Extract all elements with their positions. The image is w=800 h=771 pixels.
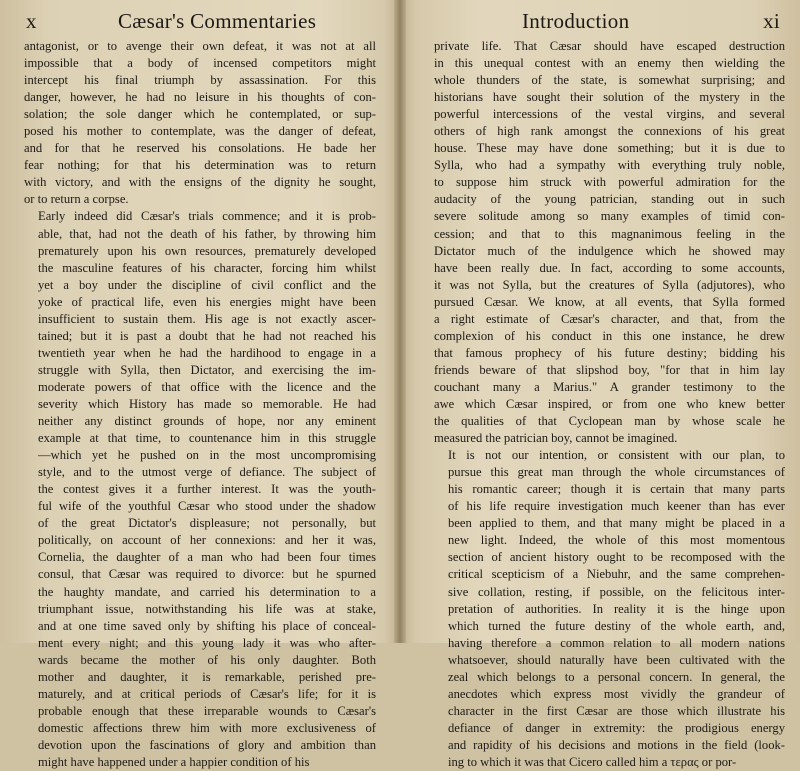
text-line: politically, on account of her connexions: and her it was, bbox=[38, 533, 376, 548]
text-line: in this unequal contest with an enemy then wielding the bbox=[434, 56, 785, 71]
text-line: ment every night; and this young lady it was who after- bbox=[38, 635, 376, 650]
text-line: antagonist, or to avenge their own defeat, it was not at all bbox=[24, 39, 376, 53]
text-line: yoke of practical life, even his energies might have been bbox=[38, 294, 376, 309]
text-line: have been really due. In fact, according to some accounts, bbox=[434, 260, 785, 275]
text-line: maturely, and at critical periods of Cæsar's life; for it is bbox=[38, 686, 376, 701]
left-page-number: x bbox=[26, 9, 37, 33]
text-line: tained; but it is past a doubt that he had not reached his bbox=[38, 328, 376, 343]
text-line: ful wife of the youthful Cæsar who stood under the shadow bbox=[38, 499, 376, 514]
text-line: Sylla, who had a sympathy with everything truly noble, bbox=[434, 158, 785, 173]
text-line: triumphant issue, notwithstanding his life was at stake, bbox=[38, 601, 376, 616]
text-line: house. These may have done something; but it is due to bbox=[434, 141, 785, 156]
text-line: neither any distinct grounds of hope, nor any eminent bbox=[38, 414, 376, 429]
text-line: prematurely upon his own resources, prematurely developed bbox=[38, 243, 376, 258]
text-line: friends beware of that slipshod boy, "for that in him lay bbox=[434, 362, 785, 377]
text-line: pursue this great man through the whole circumstances of bbox=[448, 465, 785, 480]
text-line: and at one time saved only by shifting his place of conceal- bbox=[38, 618, 376, 633]
text-line: pretation of authorities. In reality it is the hinge upon bbox=[448, 601, 785, 616]
paragraph bbox=[24, 208, 376, 771]
text-line: section of ancient history ought to be recomposed with the bbox=[448, 550, 785, 565]
right-page bbox=[404, 0, 800, 769]
text-line: or to return a corpse. bbox=[24, 192, 129, 207]
text-line: it was not Sylla, but the creatures of Sylla (adjutores), who bbox=[434, 277, 785, 292]
text-line: the contest gives it a further interest. It was the youth- bbox=[38, 482, 376, 497]
paragraph bbox=[24, 38, 376, 208]
left-page bbox=[0, 0, 396, 769]
text-line: fear nothing; for that his determination was to return bbox=[24, 158, 376, 173]
text-line: and rapidity of his decisions and motions in the field (look- bbox=[448, 737, 785, 752]
text-line: historians have sought their solution of the mystery in the bbox=[434, 90, 785, 105]
text-line: the masculine features of his character, forcing him whilst bbox=[38, 260, 376, 275]
text-line: powerful intercessions of the vestal virgins, and several bbox=[434, 107, 785, 122]
text-line: measured the patrician boy, cannot be imagined. bbox=[434, 431, 678, 446]
left-running-head bbox=[0, 6, 396, 36]
text-line: domestic affections threw him with more exclusiveness of bbox=[38, 720, 376, 735]
text-line: zeal which belongs to a personal concern. In general, the bbox=[448, 669, 785, 684]
text-line: pursued Cæsar. We know, at all events, that Sylla formed bbox=[434, 294, 785, 309]
text-line: wards became the mother of his only daughter. Both bbox=[38, 652, 376, 667]
right-page-number: xi bbox=[763, 9, 780, 33]
text-line: severity which History has made so memorable. He had bbox=[38, 396, 376, 411]
text-line: others of high rank amongst the connexions of his great bbox=[434, 124, 785, 139]
text-line: of his life require investigation much keener than has ever bbox=[448, 499, 785, 514]
text-line: Early indeed did Cæsar's trials commence; and it is prob- bbox=[38, 209, 376, 224]
paragraph bbox=[434, 447, 785, 771]
text-line: the qualities of that Cyclopean man by whose scale he bbox=[434, 414, 785, 429]
text-line: and for that he reserved his consolations. He bade her bbox=[24, 141, 376, 156]
right-running-head bbox=[404, 6, 800, 36]
right-header-title: Introduction bbox=[522, 9, 630, 33]
text-line: style, and to the utmost verge of defiance. The subject of bbox=[38, 465, 376, 480]
text-line: impossible that a body of incensed competitors might bbox=[24, 56, 376, 71]
text-line: —which yet he pushed on in the most uncompromising bbox=[38, 448, 376, 463]
text-line: anecdotes which express most vividly the grandeur of bbox=[448, 686, 785, 701]
text-line: private life. That Cæsar should have escaped destruction bbox=[434, 39, 785, 53]
text-line: been applied to them, and that many might be placed in a bbox=[448, 516, 785, 531]
text-line: character in the first Cæsar are those which illustrate his bbox=[448, 703, 785, 718]
text-line: to suppose him struck with powerful admiration for the bbox=[434, 175, 785, 190]
text-line: defiance of danger in extremity: the prodigious energy bbox=[448, 720, 785, 735]
right-body-text bbox=[434, 38, 785, 771]
text-line: intercept his final triumph by assassination. For this bbox=[24, 73, 376, 88]
text-line: awe which Cæsar inspired, or from one who knew better bbox=[434, 396, 785, 411]
text-line: danger, however, he had no leisure in his thoughts of con- bbox=[24, 90, 376, 105]
text-line: sive collation, resting, if possible, on the felicitous inter- bbox=[448, 584, 785, 599]
text-line: moderate powers of that office with the licence and the bbox=[38, 379, 376, 394]
left-body-text bbox=[24, 38, 376, 771]
text-line: consul, that Cæsar was required to divorce: but he spurned bbox=[38, 567, 376, 582]
left-header-title: Cæsar's Commentaries bbox=[118, 9, 317, 33]
text-line: example at that time, to countenance him in this struggle bbox=[38, 431, 376, 446]
text-line: complexion of his conduct in this one instance, he drew bbox=[434, 328, 785, 343]
text-line: new light. Indeed, the whole of this most momentous bbox=[448, 533, 785, 548]
text-line: Cornelia, the daughter of a man who had been four times bbox=[38, 550, 376, 565]
text-line: that famous prophecy of his future destiny; bidding his bbox=[434, 345, 785, 360]
text-line: of the great Dictator's displeasure; not personally, but bbox=[38, 516, 376, 531]
text-line: the haughty mandate, and carried his determination to a bbox=[38, 584, 376, 599]
text-line: ing to which it was that Cicero called him a τερας or por- bbox=[448, 754, 737, 769]
text-line: couchant many a Marius." A grander testimony to the bbox=[434, 379, 785, 394]
text-line: having therefore a common relation to all modern nations bbox=[448, 635, 785, 650]
text-line: struggle with Sylla, then Dictator, and exercising the im- bbox=[38, 362, 376, 377]
text-line: might have happened under a happier condition of his bbox=[38, 754, 310, 769]
text-line: whatsoever, should naturally have been cultivated with the bbox=[448, 652, 785, 667]
text-line: critical scepticism of a Niebuhr, and the same comprehen- bbox=[448, 567, 785, 582]
text-line: solation; the sole danger which he contemplated, or sup- bbox=[24, 107, 376, 122]
text-line: twentieth year when he had the hardihood to engage in a bbox=[38, 345, 376, 360]
text-line: cession; and that to this magnanimous feeling in the bbox=[434, 226, 785, 241]
text-line: audacity of the young patrician, standing out in such bbox=[434, 192, 785, 207]
paragraph bbox=[434, 38, 785, 447]
text-line: probable enough that these irreparable wounds to Cæsar's bbox=[38, 703, 376, 718]
text-line: his romantic career; though it is certain that many parts bbox=[448, 482, 785, 497]
text-line: yet a boy under the discipline of civil conflict and the bbox=[38, 277, 376, 292]
text-line: Dictator much of the indulgence which he showed may bbox=[434, 243, 785, 258]
text-line: severe solitude among so many examples of timid con- bbox=[434, 209, 785, 224]
text-line: a right estimate of Cæsar's character, and that, from the bbox=[434, 311, 785, 326]
text-line: which turned the future destiny of the whole earth, and, bbox=[448, 618, 785, 633]
text-line: mother and daughter, it is remarkable, perished pre- bbox=[38, 669, 376, 684]
text-line: posed his mother to contemplate, was the danger of defeat, bbox=[24, 124, 376, 139]
text-line: devotion upon the fascinations of glory and ambition than bbox=[38, 737, 376, 752]
text-line: whole thunders of the state, is somewhat surprising; and bbox=[434, 73, 785, 88]
text-line: able, that, had not the death of his father, by throwing him bbox=[38, 226, 376, 241]
text-line: insufficient to sustain them. His age is not exactly ascer- bbox=[38, 311, 376, 326]
text-line: with victory, and with the ensigns of the dignity he sought, bbox=[24, 175, 376, 190]
text-line: It is not our intention, or consistent with our plan, to bbox=[448, 448, 785, 463]
